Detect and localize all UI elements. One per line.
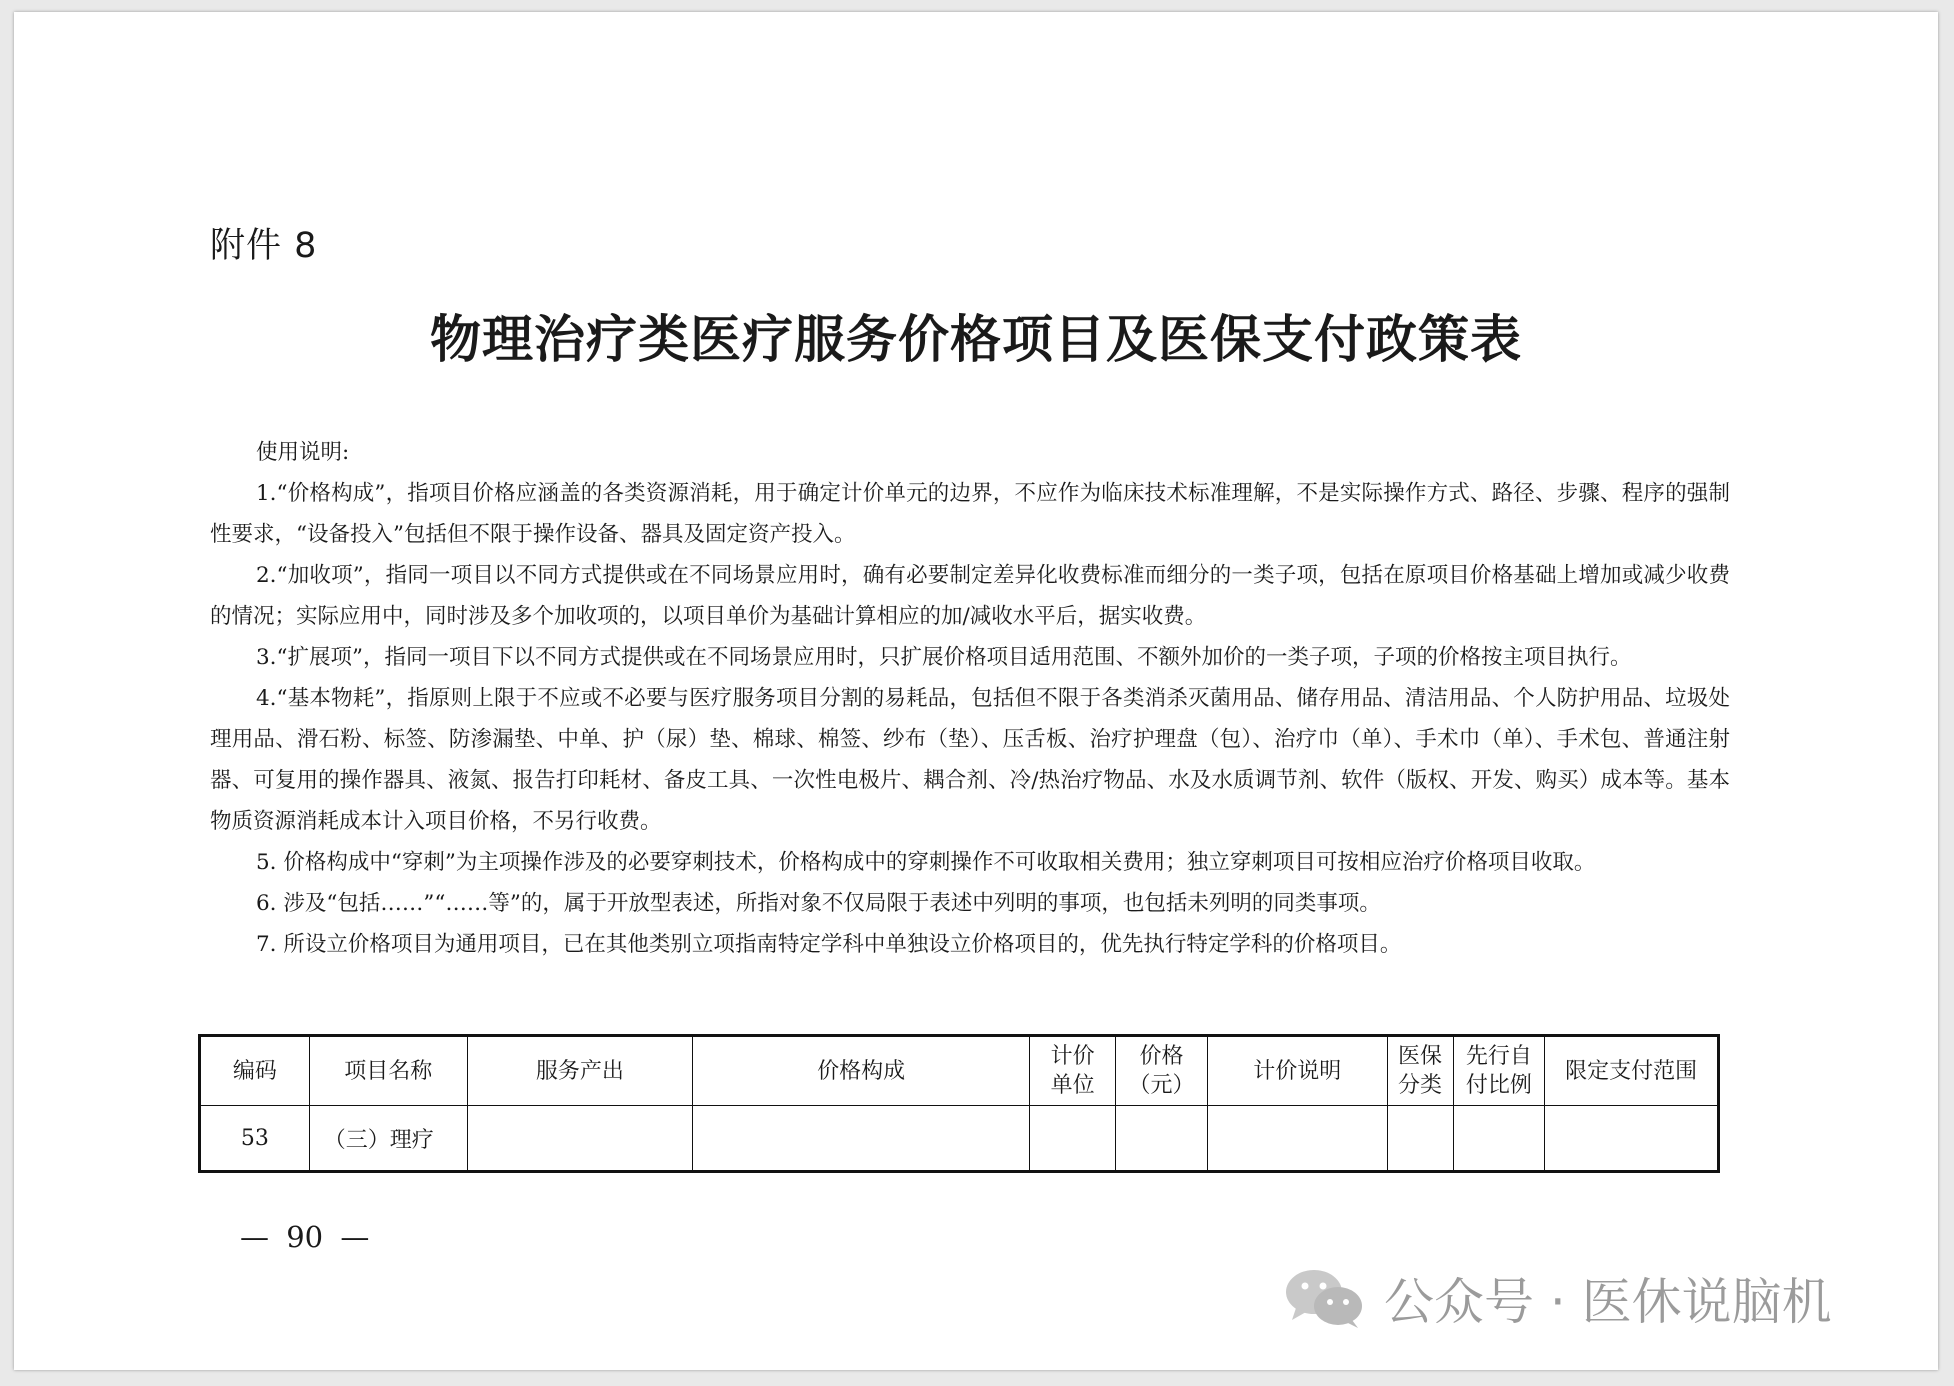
watermark-text: 公众号 · 医休说脑机 bbox=[1384, 1273, 1832, 1331]
watermark bbox=[1282, 1262, 1832, 1334]
cell-service-output bbox=[467, 1106, 692, 1172]
document-title: 物理治疗类医疗服务价格项目及医保支付政策表 bbox=[429, 311, 1522, 370]
cell-item-name: （三）理疗 bbox=[309, 1106, 467, 1172]
cell-price-composition bbox=[693, 1106, 1030, 1172]
header-payment-scope: 限定支付范围 bbox=[1545, 1036, 1719, 1106]
cell-insurance-class bbox=[1387, 1106, 1453, 1172]
header-insurance-class: 医保 分类 bbox=[1387, 1036, 1453, 1106]
header-pricing-unit: 计价 单位 bbox=[1030, 1036, 1116, 1106]
header-code: 编码 bbox=[200, 1036, 310, 1106]
note-item: 7. 所设立价格项目为通用项目，已在其他类别立项指南特定学科中单独设立价格项目的，优先执行特定学科的价格项目。 bbox=[256, 932, 1402, 957]
header-pricing-notes: 计价说明 bbox=[1208, 1036, 1388, 1106]
document-page bbox=[14, 12, 1938, 1370]
table-header-row bbox=[200, 1036, 1719, 1106]
usage-heading: 使用说明: bbox=[256, 440, 350, 465]
note-item: 6. 涉及“包括……”“……等”的，属于开放型表述，所指对象不仅局限于表述中列明的事项，也包括未列明的同类事项。 bbox=[256, 891, 1381, 916]
note-item: 4.“基本物耗”，指原则上限于不应或不必要与医疗服务项目分割的易耗品，包括但不限于各类消杀灭菌用品、储存用品、清洁用品、个人防护用品、垃圾处理用品、滑石粉、标签、防渗漏垫、中单、护（尿）垫、棉球、棉签、纱布（垫）、压舌板、治疗护理盘（包）、治疗巾（单）、手术巾（单）、手术包、普通注射器、可复用的操作器具、液氮、报告打印耗材、备皮工具、一次性电极片、耦合剂、冷/热治疗物品、水及水质调节剂、软件（版权、开发、购买）成本等。基本物质资源消耗成本计入项目价格，不另行收费。 bbox=[210, 686, 1730, 834]
header-copay-ratio: 先行自 付比例 bbox=[1453, 1036, 1545, 1106]
cell-price bbox=[1116, 1106, 1208, 1172]
wechat-icon bbox=[1282, 1266, 1366, 1330]
header-service-output: 服务产出 bbox=[467, 1036, 692, 1106]
note-item: 1.“价格构成”，指项目价格应涵盖的各类资源消耗，用于确定计价单元的边界，不应作为临床技术标准理解，不是实际操作方式、路径、步骤、程序的强制性要求，“设备投入”包括但不限于操作设备、器具及固定资产投入。 bbox=[210, 481, 1730, 547]
usage-notes bbox=[210, 432, 1730, 965]
note-item: 5. 价格构成中“穿刺”为主项操作涉及的必要穿刺技术，价格构成中的穿刺操作不可收取相关费用；独立穿刺项目可按相应治疗价格项目收取。 bbox=[256, 850, 1596, 875]
table-row bbox=[200, 1106, 1719, 1172]
price-policy-table bbox=[198, 1034, 1720, 1173]
cell-copay-ratio bbox=[1453, 1106, 1545, 1172]
cell-payment-scope bbox=[1545, 1106, 1719, 1172]
note-item: 2.“加收项”，指同一项目以不同方式提供或在不同场景应用时，确有必要制定差异化收费标准而细分的一类子项，包括在原项目价格基础上增加或减少收费的情况；实际应用中，同时涉及多个加收项的，以项目单价为基础计算相应的加/减收水平后，据实收费。 bbox=[210, 563, 1730, 629]
header-price-composition: 价格构成 bbox=[693, 1036, 1030, 1106]
page-number: — 90 — bbox=[240, 1220, 370, 1254]
attachment-label: 附件 8 bbox=[210, 226, 318, 266]
header-price: 价格 （元） bbox=[1116, 1036, 1208, 1106]
cell-pricing-unit bbox=[1030, 1106, 1116, 1172]
note-item: 3.“扩展项”，指同一项目下以不同方式提供或在不同场景应用时，只扩展价格项目适用范围、不额外加价的一类子项，子项的价格按主项目执行。 bbox=[256, 645, 1632, 670]
cell-code: 53 bbox=[200, 1106, 310, 1172]
cell-pricing-notes bbox=[1208, 1106, 1388, 1172]
header-item-name: 项目名称 bbox=[309, 1036, 467, 1106]
